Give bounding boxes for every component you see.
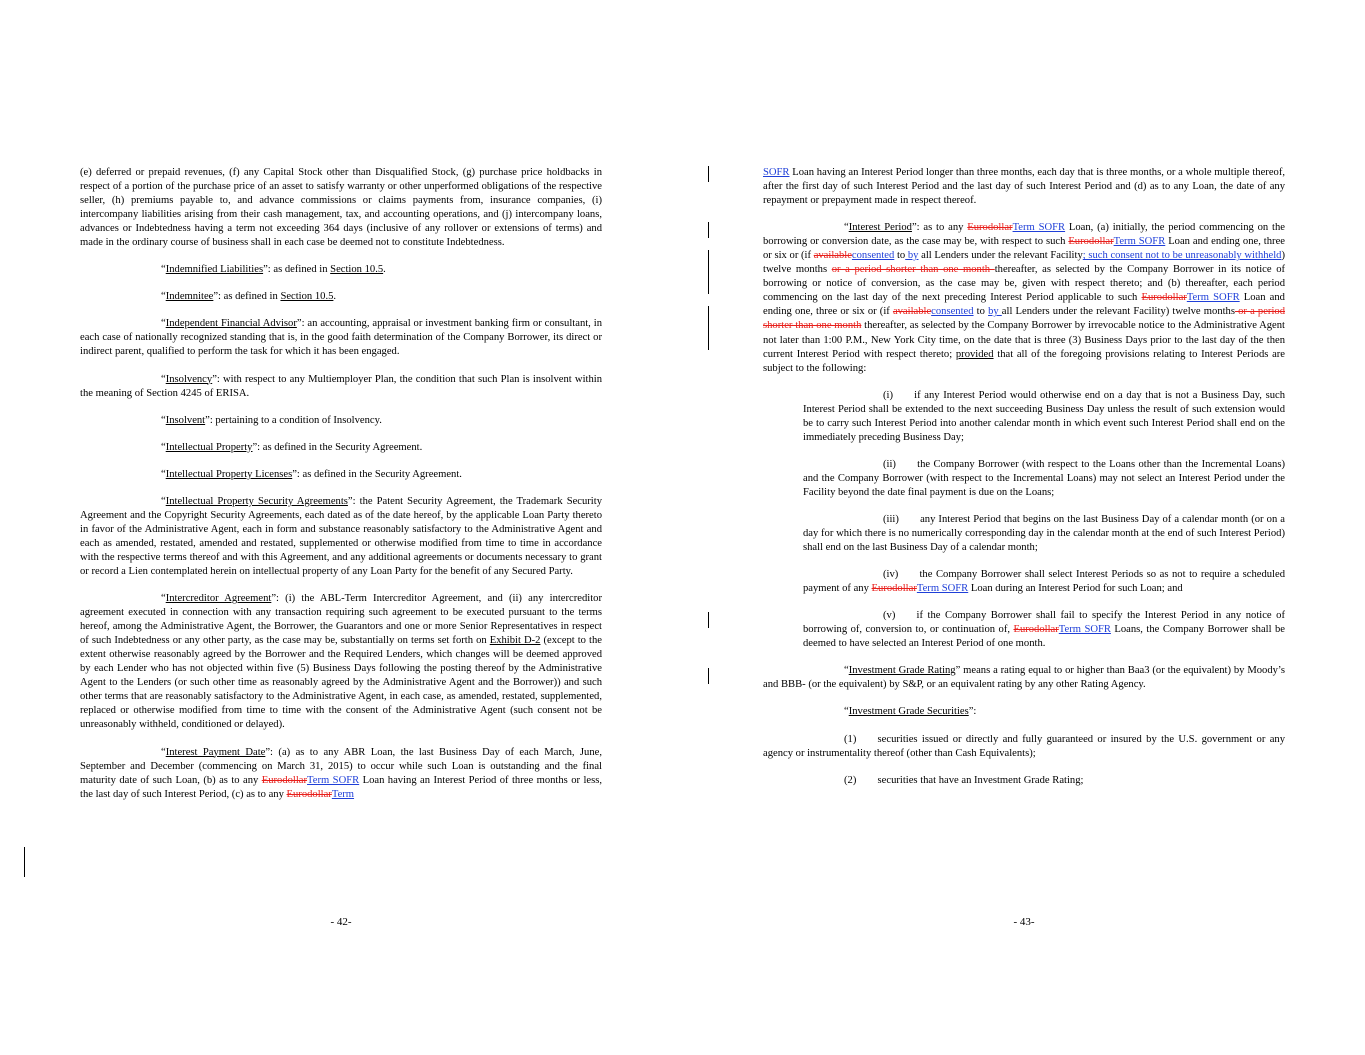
inserted-text: Term SOFR (1012, 222, 1066, 234)
defined-term: Section 10.5 (330, 264, 384, 276)
defined-term: Insolvency (165, 373, 213, 385)
inserted-text: Term SOFR (1186, 292, 1240, 304)
defined-term: Investment Grade Rating (848, 665, 956, 677)
deleted-text: Eurodollar (261, 774, 308, 786)
text-run: to (973, 306, 989, 318)
text-run: ”: with respect to any Multiemployer Plan, the condition that such Plan is insolvent within the meaning of Section 4245 of ERISA. (80, 373, 602, 399)
right-page (763, 166, 1285, 801)
paragraph (80, 495, 602, 579)
inserted-text: consented (931, 306, 974, 318)
deleted-text: Eurodollar (1013, 624, 1059, 636)
page-number-left: - 42- (330, 916, 352, 928)
change-bar (708, 222, 709, 238)
text-run: “ (161, 373, 166, 385)
paragraph (80, 414, 602, 428)
paragraph (80, 263, 602, 277)
text-run: “ (161, 468, 166, 480)
defined-term: Intercreditor Agreement (165, 593, 272, 605)
defined-term: Intellectual Property (165, 441, 253, 453)
text-run: “ (161, 495, 166, 507)
inserted-text: Term SOFR (916, 583, 969, 595)
defined-term: Exhibit D-2 (489, 635, 541, 647)
defined-term: provided (955, 348, 994, 360)
text-run: to (894, 250, 906, 262)
text-run: “ (844, 222, 849, 234)
change-bar (708, 250, 709, 294)
text-run: ”: as defined in the Security Agreement. (292, 468, 462, 480)
inserted-text: Term SOFR (307, 774, 360, 786)
defined-term: Section 10.5 (280, 291, 334, 303)
text-run: “ (161, 291, 166, 303)
paragraph (803, 389, 1285, 445)
text-run: ”: the Patent Security Agreement, the Trademark Security Agreement and the Copyright Security Agreements, each dated as of the date hereof, by the applicable Loan Party thereto in favor of the Administrative Agent, each in form and substance reasonably satisfactory to the Administrative Agent and each as amended, restated, amended and restated, supplemented or otherwise modified from time to time in accordance with the respective terms thereof and with this Agreement, and any additional agreements or documents necessary to grant or record a Lien contemplated herein on intellectual property of any Loan Party for the benefit of any Secured Party. (80, 495, 602, 577)
paragraph (763, 166, 1285, 208)
defined-term: Indemnified Liabilities (165, 264, 264, 276)
text-run: “ (161, 414, 166, 426)
text-run: thereafter, as selected by the Company Borrower in its notice of borrowing or notice of conversion, as the case may be, given with respect thereto; and (b) thereafter, each period commencing on the last day of the next preceding Interest Period applicable to such (763, 264, 1286, 304)
deleted-text: Eurodollar (871, 583, 917, 595)
inserted-text: Term (331, 788, 355, 800)
text-run: Loan during an Interest Period for such Loan; and (968, 583, 1183, 595)
text-run: ”: as to any (911, 222, 968, 234)
text-run: all Lenders under the relevant Facility) twelve months (1001, 306, 1235, 318)
paragraph (803, 568, 1285, 596)
paragraph (80, 373, 602, 401)
deleted-text: Eurodollar (1141, 292, 1187, 304)
paragraph (80, 441, 602, 455)
text-run: (iii) any Interest Period that begins on the last Business Day of a calendar month (or on a day for which there is no numerically corresponding day in the calendar month at the end of such Interest Period) shall end on the last Business Day of a calendar month; (803, 513, 1285, 554)
text-run: “ (844, 706, 849, 718)
text-run: “ (161, 746, 166, 758)
text-run: ” means a rating equal to or higher than Baa3 (or the equivalent) by Moody’s and BBB- (or the equivalent) by S&P, or an equivalent rating by any other Rating Agency. (763, 665, 1285, 691)
text-run: (2) securities that have an Investment Grade Rating; (844, 774, 1084, 786)
text-run: . (383, 264, 386, 276)
deleted-text: available (813, 250, 852, 262)
text-run: Loan and ending one, three or six or (if (763, 292, 1285, 318)
change-bar (708, 668, 709, 684)
text-run: Loans, the Company Borrower shall be deemed to have selected an Interest Period of one month. (803, 624, 1285, 650)
paragraph (803, 458, 1285, 500)
defined-term: Intellectual Property Security Agreements (165, 495, 348, 507)
paragraph (763, 733, 1285, 761)
text-run: (e) deferred or prepaid revenues, (f) any Capital Stock other than Disqualified Stock, (g) purchase price holdbacks in respect of a portion of the purchase price of an asset to satisfy warranty or other unperformed obligations of the respective seller, (h) premiums payable to, and advance commissions or claims payments from, insurance companies, (i) intercompany liabilities arising from their cash management, tax, and accounting operations, and (j) intercompany loans, advances or Indebtedness having a term not exceeding 364 days (inclusive of any rollover or extensions of terms) and made in the ordinary course of business shall in each case be deemed not to constitute Indebtedness. (80, 167, 602, 249)
text-run: ) twelve months (763, 250, 1286, 276)
defined-term: Indemnitee (165, 291, 214, 303)
text-run: thereafter, as selected by the Company Borrower by irrevocable notice to the Administrative Agent not later than 1:00 P.M., New York City time, on the date that is three (3) Business Days prior to the last day of the then current Interest Period with respect thereto; (763, 320, 1285, 360)
paragraph (763, 221, 1285, 376)
defined-term: Independent Financial Advisor (165, 318, 297, 330)
text-run: ”: an accounting, appraisal or investment banking firm or consultant, in each case of nationally recognized standing that is, in the good faith determination of the Company Borrower, its direct or indirect parent, qualified to perform the task for which it has been engaged. (80, 318, 602, 358)
change-bar (708, 166, 709, 182)
defined-term: Investment Grade Securities (848, 706, 969, 718)
inserted-text: SOFR (763, 167, 790, 178)
paragraph (803, 513, 1285, 555)
paragraph (80, 746, 602, 802)
inserted-text: Term SOFR (1058, 624, 1111, 636)
defined-term: Interest Payment Date (165, 746, 266, 758)
text-run: ”: as defined in (263, 264, 331, 276)
deleted-text: or a period shorter than one month (763, 306, 1285, 332)
paragraph (80, 468, 602, 482)
deleted-text: or a period shorter than one month (831, 264, 995, 276)
text-run: (1) securities issued or directly and fully guaranteed or insured by the U.S. government or any agency or instrumentality thereof (other than Cash Equivalents); (763, 733, 1285, 759)
change-bar (708, 612, 709, 628)
paragraph (763, 664, 1285, 692)
paragraph (763, 705, 1285, 719)
text-run: Loan having an Interest Period of three months or less, the last day of such Interest Period, (c) as to any (80, 774, 602, 800)
text-run: “ (844, 665, 849, 677)
paragraph (80, 290, 602, 304)
text-run: (i) if any Interest Period would otherwise end on a day that is not a Business Day, such Interest Period shall be extended to the next succeeding Business Day unless the result of such extension would be to carry such Interest Period into another calendar month in which event such Interest Period shall end on the immediately preceding Business Day; (803, 389, 1285, 443)
defined-term: Intellectual Property Licenses (165, 468, 293, 480)
text-run: Loan having an Interest Period longer than three months, each day that is three months, or a whole multiple thereof, after the first day of such Interest Period and the last day of such Interest Period and (d) as to any Loan, the date of any repayment or prepayment made in respect thereof. (763, 167, 1285, 207)
inserted-text: ; such consent not to be unreasonably withheld (1082, 250, 1282, 262)
text-run: “ (161, 318, 166, 330)
deleted-text: Eurodollar (1068, 236, 1114, 248)
text-run: ”: (a) as to any ABR Loan, the last Business Day of each March, June, September and December (commencing on March 31, 2015) to occur while such Loan is outstanding and the final maturity date of such Loan, (b) as to any (80, 746, 602, 786)
text-run: ”: (i) the ABL-Term Intercreditor Agreement, and (ii) any intercreditor agreement executed in connection with any transaction requiring such agreement to be executed pursuant to the terms hereof, among the Administrative Agent, the Borrower, the Guarantors and one or more Senior Representatives in respect of such Indebtedness or any other party, as the case may be, substantially on terms set forth on (80, 593, 602, 647)
change-bar (24, 847, 25, 877)
paragraph (80, 592, 602, 732)
inserted-text: by (988, 306, 1002, 318)
deleted-text: available (892, 306, 932, 318)
text-run: (ii) the Company Borrower (with respect to the Loans other than the Incremental Loans) and the Company Borrower (with respect to the Incremental Loans) may not select an Interest Period under the Facility beyond the date final payment is due on the Loans; (803, 458, 1285, 498)
text-run: (iv) the Company Borrower shall select Interest Periods so as not to require a scheduled payment of any (803, 569, 1285, 595)
deleted-text: Eurodollar (967, 222, 1013, 234)
text-run: Loan, (a) initially, the period commencing on the borrowing or conversion date, as the case may be, with respect to such (763, 222, 1285, 248)
text-run: ”: as defined in the Security Agreement. (252, 441, 423, 453)
page-number-right: - 43- (1013, 916, 1035, 928)
text-run: “ (161, 593, 166, 605)
defined-term: Interest Period (848, 222, 912, 234)
paragraph (763, 774, 1285, 788)
text-run: that all of the foregoing provisions relating to Interest Periods are subject to the following: (763, 348, 1286, 374)
text-run: “ (161, 441, 166, 453)
text-run: (except to the extent otherwise reasonably agreed by the Borrower and the Required Lenders, which changes will be deemed approved by each Lender who has not objected within five (5) Business Days following the posting thereof by the Administrative Agent to the Lenders (or such other time as reasonably agreed by the Administrative Agent and the Borrower)) and such other terms that are reasonably satisfactory to the Administrative Agent, in each case, as amended, restated, supplemented, replaced or otherwise modified from time to time with the consent of the Administrative Agent (such consent not be unreasonably withheld, conditioned or delayed). (80, 635, 602, 731)
deleted-text: Eurodollar (286, 788, 332, 800)
change-bar (708, 306, 709, 350)
inserted-text: consented (851, 250, 895, 262)
text-run: Loan and ending one, three or six or (if (763, 236, 1285, 262)
text-run: ”: as defined in (213, 291, 281, 303)
text-run: (v) if the Company Borrower shall fail to specify the Interest Period in any notice of borrowing of, conversion to, or continuation of, (803, 610, 1285, 636)
inserted-text: by (905, 250, 919, 262)
text-run: ”: (968, 706, 977, 718)
defined-term: Insolvent (165, 414, 206, 426)
text-run: all Lenders under the relevant Facility (918, 250, 1083, 262)
paragraph (80, 317, 602, 359)
paragraph (803, 609, 1285, 651)
text-run: “ (161, 264, 166, 276)
text-run: ”: pertaining to a condition of Insolvency. (205, 414, 382, 426)
paragraph (80, 166, 602, 250)
left-page (80, 166, 602, 815)
text-run: . (333, 291, 337, 303)
inserted-text: Term SOFR (1113, 236, 1166, 248)
